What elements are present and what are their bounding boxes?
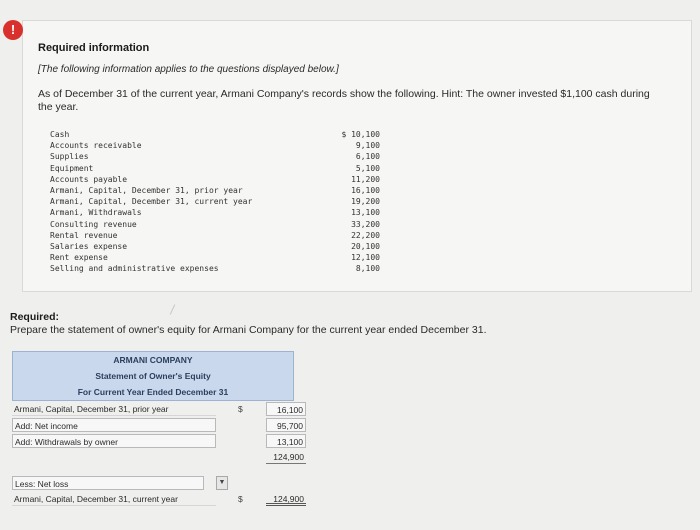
ledger-row <box>50 207 380 218</box>
ledger-amount: 33,200 <box>351 219 380 229</box>
ledger-amount: 5,100 <box>355 163 380 173</box>
ledger-row <box>50 252 380 263</box>
owners-equity-statement <box>12 351 304 507</box>
required-heading: Required: <box>10 311 60 323</box>
company-name: ARMANI COMPANY <box>113 355 193 365</box>
intro-note: [The following information applies to the questions displayed below.] <box>38 64 339 75</box>
ledger-amount: 9,100 <box>355 141 380 151</box>
current-capital-label: Armani, Capital, December 31, current year <box>12 492 216 506</box>
ledger-row <box>50 241 380 252</box>
ledger-amount: 20,100 <box>351 241 380 251</box>
row-spacer <box>12 465 294 475</box>
problem-description: As of December 31 of the current year, Armani Company's records show the following. Hint: The owner invested $1,100 cash during the year. <box>38 88 650 113</box>
net-income-amount-input[interactable]: 95,700 <box>266 418 306 432</box>
ledger-row <box>50 230 380 241</box>
ledger-row <box>50 140 380 151</box>
ledger-label: Salaries expense <box>50 241 128 251</box>
ledger-row <box>50 185 380 196</box>
ledger-row <box>50 196 380 207</box>
ledger-row <box>50 174 380 185</box>
exclamation-icon: ! <box>3 20 23 40</box>
withdrawals-amount-input[interactable]: 13,100 <box>266 434 306 448</box>
row-prior-capital <box>12 401 303 417</box>
row-net-income <box>12 417 303 433</box>
statement-title: Statement of Owner's Equity <box>95 371 211 381</box>
row-subtotal <box>12 449 304 465</box>
account-balances-list <box>50 129 380 274</box>
ledger-label: Armani, Capital, December 31, current year <box>50 197 253 207</box>
ledger-label: Selling and administrative expenses <box>50 264 219 274</box>
ledger-row <box>50 219 380 230</box>
required-information-title: Required information <box>38 42 150 54</box>
ledger-label: Armani, Capital, December 31, prior year <box>50 185 243 195</box>
ledger-amount: 13,100 <box>351 208 380 218</box>
ledger-label: Armani, Withdrawals <box>50 208 142 218</box>
ledger-label: Rent expense <box>50 253 108 263</box>
ledger-amount: 6,100 <box>355 152 380 162</box>
ledger-row <box>50 151 380 162</box>
prior-capital-label: Armani, Capital, December 31, prior year <box>12 402 216 416</box>
row-current-capital <box>12 491 304 507</box>
ledger-label: Supplies <box>50 152 89 162</box>
ledger-amount: 22,200 <box>351 230 380 240</box>
ledger-amount: 19,200 <box>351 197 380 207</box>
withdrawals-label-input[interactable]: Add: Withdrawals by owner <box>12 434 216 448</box>
ledger-amount: 16,100 <box>351 185 380 195</box>
prior-capital-amount-input[interactable]: 16,100 <box>266 402 306 416</box>
net-income-label-input[interactable]: Add: Net income <box>12 418 216 432</box>
subtotal-amount: 124,900 <box>266 450 306 464</box>
statement-header <box>12 351 294 401</box>
ledger-label: Equipment <box>50 163 94 173</box>
statement-period: For Current Year Ended December 31 <box>77 387 229 397</box>
ledger-amount: 8,100 <box>355 264 380 274</box>
ledger-row <box>50 129 380 140</box>
ledger-amount: 12,100 <box>351 253 380 263</box>
ledger-label: Accounts payable <box>50 174 128 184</box>
dollar-sign: $ <box>238 494 243 504</box>
dollar-sign: $ <box>238 404 243 414</box>
row-withdrawals <box>12 433 303 449</box>
ledger-amount: 11,200 <box>351 174 380 184</box>
required-instruction: Prepare the statement of owner's equity for Armani Company for the current year ended December 31. <box>10 324 487 336</box>
current-capital-amount: 124,900 <box>266 492 306 506</box>
row-net-loss <box>12 475 294 491</box>
ledger-label: Rental revenue <box>50 230 118 240</box>
pencil-mark <box>170 304 176 314</box>
ledger-row <box>50 163 380 174</box>
net-loss-label-select[interactable]: Less: Net loss <box>12 476 204 490</box>
ledger-label: Cash <box>50 130 70 139</box>
ledger-label: Accounts receivable <box>50 141 142 151</box>
ledger-row <box>50 263 380 274</box>
ledger-amount: $ 10,100 <box>341 130 380 139</box>
ledger-label: Consulting revenue <box>50 219 137 229</box>
chevron-down-icon[interactable]: ▼ <box>216 476 228 490</box>
